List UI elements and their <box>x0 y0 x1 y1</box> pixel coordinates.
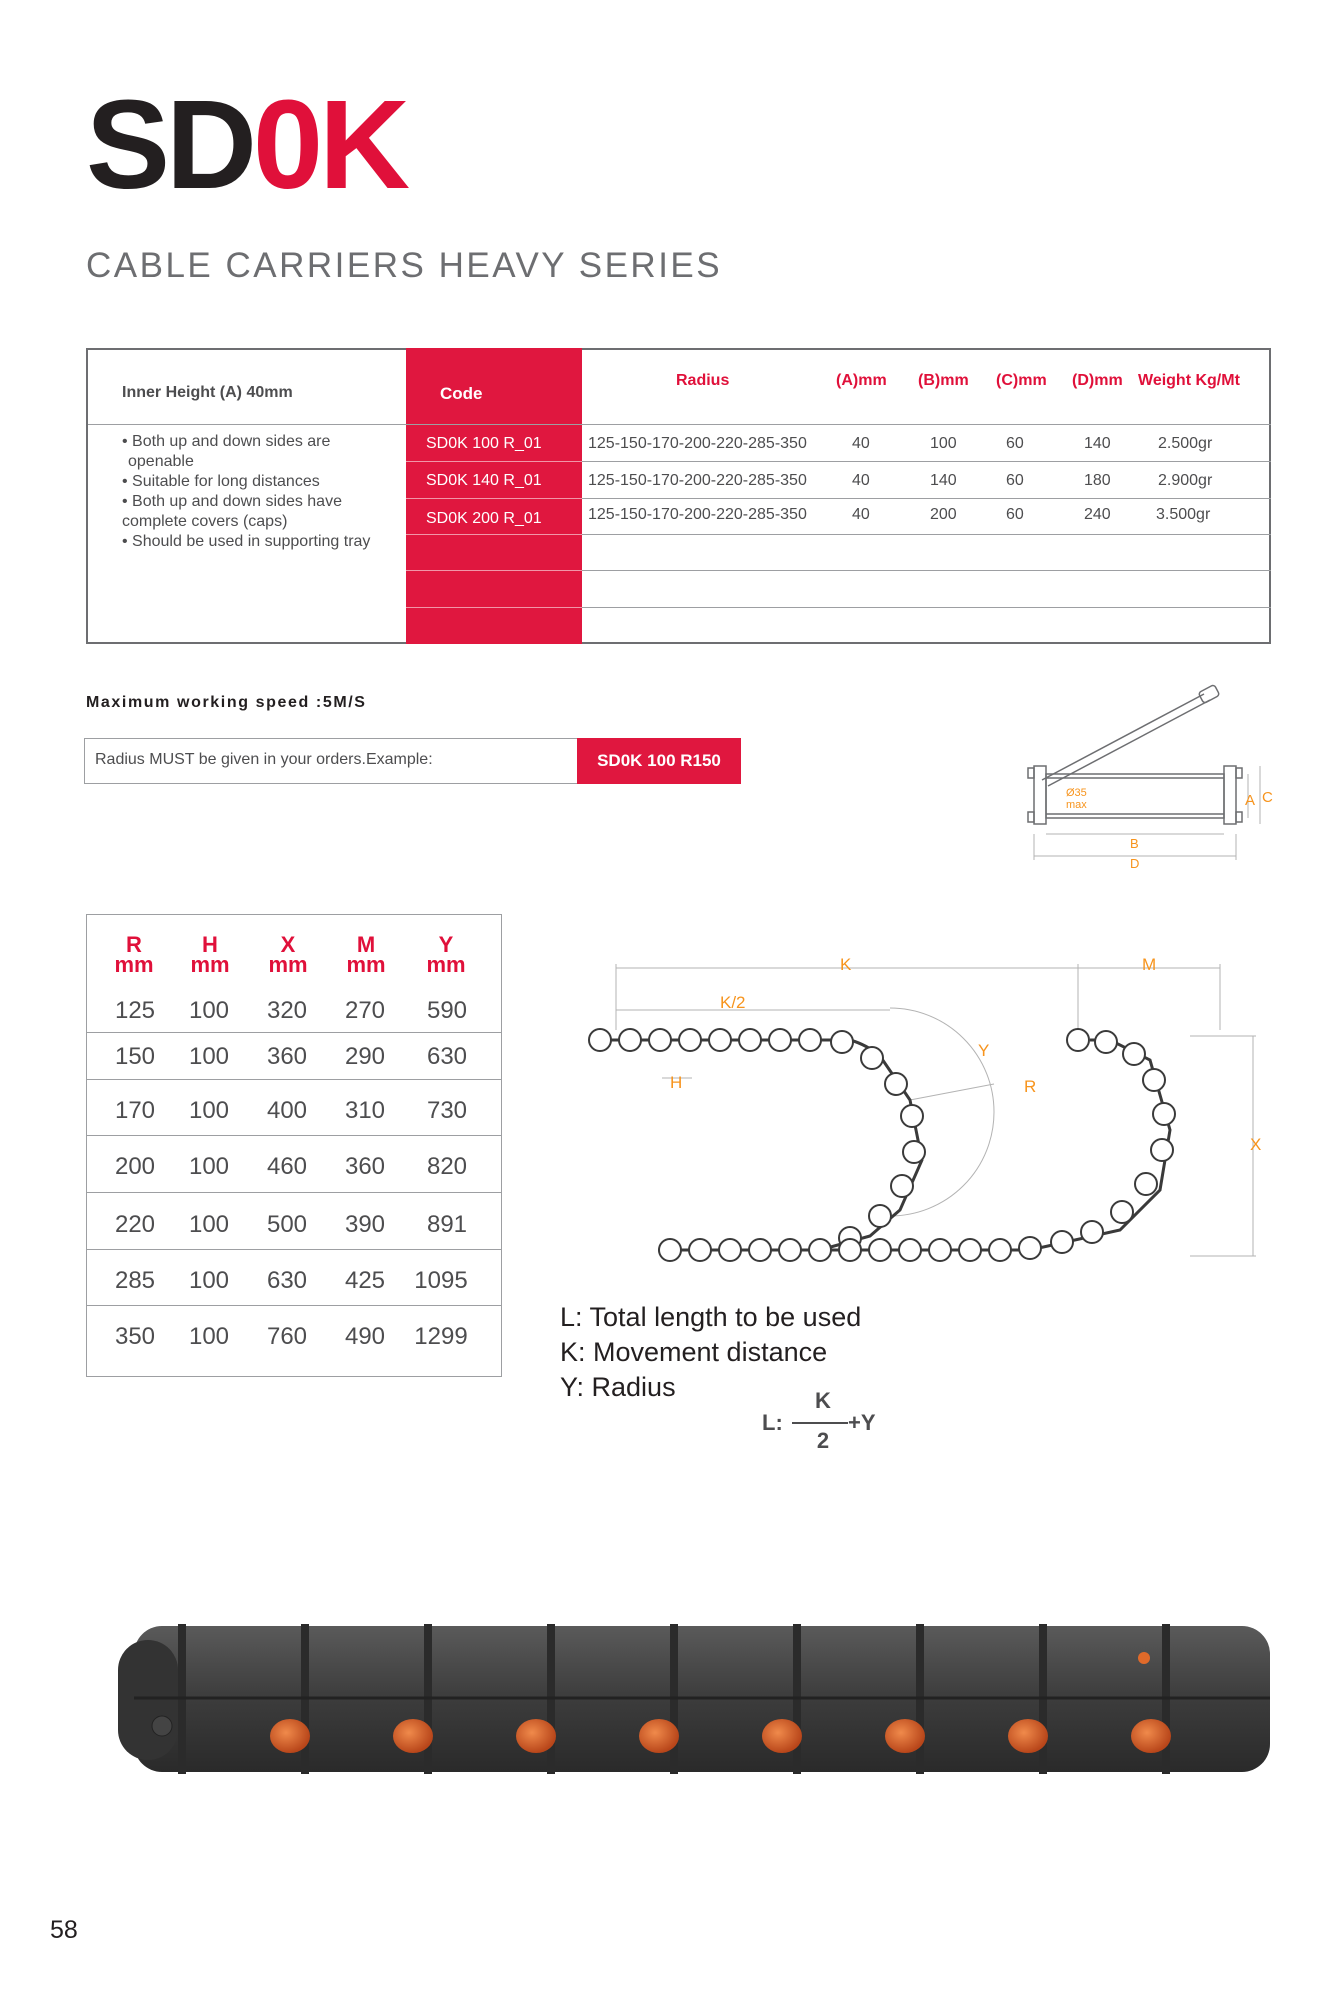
chain-link <box>869 1205 891 1227</box>
d-cell: 140 <box>1084 435 1111 452</box>
row-divider <box>87 1249 501 1250</box>
chain-link <box>689 1239 711 1261</box>
header-unit: mm <box>190 952 230 977</box>
chain-link <box>619 1029 641 1051</box>
header-unit: mm <box>114 952 154 977</box>
chain-link <box>899 1239 921 1261</box>
feature-item: • Both up and down sides are <box>122 433 331 450</box>
weight-cell: 2.500gr <box>1158 435 1213 452</box>
chain-link <box>809 1239 831 1261</box>
table-cell: 490 <box>344 1323 386 1350</box>
header-letter: X <box>280 932 296 957</box>
label-r: R <box>1024 1077 1037 1096</box>
b-header: (B)mm <box>918 372 969 389</box>
chain-link <box>659 1239 681 1261</box>
dim-a-label: A <box>1245 792 1256 809</box>
table-cell: 1299 <box>414 1323 468 1350</box>
title-part1: SD <box>86 74 254 215</box>
table-cell: 730 <box>426 1097 468 1124</box>
chain-link <box>679 1029 701 1051</box>
code-cell: SD0K 140 R_01 <box>426 472 542 489</box>
radius-header: Radius <box>676 372 730 389</box>
a-header: (A)mm <box>836 372 887 389</box>
cross-section-diagram <box>1020 674 1280 874</box>
chain-link <box>885 1073 907 1095</box>
divider <box>582 498 1271 499</box>
table-cell: 285 <box>114 1267 156 1294</box>
table-cell: 200 <box>114 1153 156 1180</box>
code-cell: SD0K 200 R_01 <box>426 510 542 527</box>
max-speed-label: Maximum working speed :5M/S <box>86 694 367 711</box>
code-header: Code <box>440 384 483 403</box>
divider <box>582 461 1271 462</box>
chain-link <box>839 1239 861 1261</box>
chain-link <box>739 1029 761 1051</box>
fraction-bar <box>792 1422 848 1424</box>
dim-b-label: B <box>1130 836 1139 851</box>
chain-link <box>1095 1031 1117 1053</box>
chain-link <box>1111 1201 1133 1223</box>
lid-hinge <box>1198 684 1220 703</box>
order-note-text: Radius MUST be given in your orders.Example: <box>95 751 433 768</box>
table-cell: 270 <box>344 997 386 1024</box>
formula-l: L: <box>762 1410 783 1435</box>
title-part2: 0K <box>253 74 407 215</box>
a-cell: 40 <box>852 506 870 523</box>
table-cell: 350 <box>114 1323 156 1350</box>
label-h: H <box>670 1073 683 1092</box>
feature-list <box>122 432 392 552</box>
header-unit: mm <box>346 952 386 977</box>
radius-cell: 125-150-170-200-220-285-350 <box>588 472 807 489</box>
link-pin <box>639 1719 679 1753</box>
header-letter: M <box>356 932 376 957</box>
legend-k: K: Movement distance <box>560 1337 828 1367</box>
side-tab <box>1236 768 1242 778</box>
link-pin <box>1008 1719 1048 1753</box>
table-cell: 400 <box>266 1097 308 1124</box>
a-cell: 40 <box>852 435 870 452</box>
chain-link <box>1153 1103 1175 1125</box>
link-pin <box>762 1719 802 1753</box>
chain-link <box>1123 1043 1145 1065</box>
label-k2: K/2 <box>720 993 746 1012</box>
table-cell: 630 <box>426 1043 468 1070</box>
header-unit: mm <box>426 952 466 977</box>
table-cell: 220 <box>114 1211 156 1238</box>
table-cell: 760 <box>266 1323 308 1350</box>
side-tab <box>1028 812 1034 822</box>
row-divider <box>87 1032 501 1033</box>
table-cell: 310 <box>344 1097 386 1124</box>
chain-link <box>861 1047 883 1069</box>
radius-cell: 125-150-170-200-220-285-350 <box>588 506 807 523</box>
header-letter: Y <box>438 932 454 957</box>
chain-link <box>929 1239 951 1261</box>
link-pin <box>1131 1719 1171 1753</box>
inner-height-label: Inner Height (A) 40mm <box>122 384 293 401</box>
side-tab <box>1028 768 1034 778</box>
table-cell: 390 <box>344 1211 386 1238</box>
table-cell: 100 <box>188 1153 230 1180</box>
side-plate-right <box>1224 766 1236 824</box>
spec-table <box>86 348 1271 644</box>
divider <box>406 534 582 535</box>
header-unit: mm <box>268 952 308 977</box>
page-subtitle: CABLE CARRIERS HEAVY SERIES <box>86 246 723 285</box>
lid-line <box>1048 700 1210 786</box>
d-header: (D)mm <box>1072 372 1123 389</box>
formula-plus-y: +Y <box>848 1410 876 1435</box>
chain-link <box>989 1239 1011 1261</box>
divider <box>582 607 1271 608</box>
divider <box>582 534 1271 535</box>
divider <box>406 461 582 462</box>
c-cell: 60 <box>1006 506 1024 523</box>
chain-link <box>891 1175 913 1197</box>
table-cell: 360 <box>266 1043 308 1070</box>
a-cell: 40 <box>852 472 870 489</box>
header-letter: R <box>126 932 142 957</box>
table-cell: 100 <box>188 997 230 1024</box>
chain-link <box>1135 1173 1157 1195</box>
divider <box>582 570 1271 571</box>
table-cell: 100 <box>188 1323 230 1350</box>
divider <box>406 498 582 499</box>
table-cell: 100 <box>188 1043 230 1070</box>
feature-item: • Suitable for long distances <box>122 473 320 490</box>
dimension-table <box>86 914 502 1377</box>
order-note-box <box>84 738 740 784</box>
chain-link <box>649 1029 671 1051</box>
table-cell: 100 <box>188 1267 230 1294</box>
table-cell: 320 <box>266 997 308 1024</box>
table-cell: 125 <box>114 997 156 1024</box>
link-pin <box>516 1719 556 1753</box>
order-example-badge: SD0K 100 R150 <box>577 738 741 784</box>
header-letter: H <box>202 932 218 957</box>
chain-link <box>799 1029 821 1051</box>
divider <box>406 607 582 608</box>
dim-c-label: C <box>1262 789 1273 806</box>
diameter-label: Ø35 <box>1066 787 1087 799</box>
dim-header-h <box>175 932 245 977</box>
table-cell: 891 <box>426 1211 468 1238</box>
side-plate-left <box>1034 766 1046 824</box>
chain-link <box>749 1239 771 1261</box>
d-cell: 180 <box>1084 472 1111 489</box>
b-cell: 140 <box>930 472 957 489</box>
length-formula <box>762 1388 922 1458</box>
code-cell: SD0K 100 R_01 <box>426 435 542 452</box>
label-k: K <box>840 955 852 974</box>
legend-y: Y: Radius <box>560 1372 676 1402</box>
link-pin <box>885 1719 925 1753</box>
table-cell: 100 <box>188 1211 230 1238</box>
label-y: Y <box>978 1041 990 1060</box>
table-cell: 170 <box>114 1097 156 1124</box>
table-cell: 590 <box>426 997 468 1024</box>
table-cell: 820 <box>426 1153 468 1180</box>
divider <box>406 570 582 571</box>
chain-link <box>779 1239 801 1261</box>
weight-cell: 3.500gr <box>1156 506 1211 523</box>
dim-d-label: D <box>1130 856 1140 871</box>
row-divider <box>87 1135 501 1136</box>
formula-denominator: 2 <box>816 1428 830 1453</box>
page-number: 58 <box>50 1916 78 1944</box>
row-divider <box>87 1079 501 1080</box>
chain-link <box>903 1141 925 1163</box>
chain-end <box>118 1640 178 1760</box>
radius-cell: 125-150-170-200-220-285-350 <box>588 435 807 452</box>
max-label: max <box>1066 799 1087 811</box>
chain-link <box>831 1031 853 1053</box>
label-m: M <box>1142 955 1157 974</box>
c-header: (C)mm <box>996 372 1047 389</box>
feature-item: complete covers (caps) <box>122 513 288 530</box>
label-x: X <box>1250 1135 1262 1154</box>
chain-link <box>1151 1139 1173 1161</box>
table-cell: 1095 <box>414 1267 468 1294</box>
table-cell: 460 <box>266 1153 308 1180</box>
end-bolt <box>152 1716 172 1736</box>
weight-cell: 2.900gr <box>1158 472 1213 489</box>
c-cell: 60 <box>1006 435 1024 452</box>
feature-item: • Both up and down sides have <box>122 493 342 510</box>
table-cell: 500 <box>266 1211 308 1238</box>
chain-link <box>589 1029 611 1051</box>
dim-header-r <box>99 932 169 977</box>
code-column-bg <box>406 348 582 644</box>
dim-header-x <box>253 932 323 977</box>
chain-link <box>1067 1029 1089 1051</box>
chain-link <box>959 1239 981 1261</box>
chain-link <box>769 1029 791 1051</box>
d-cell: 240 <box>1084 506 1111 523</box>
row-divider <box>87 1305 501 1306</box>
feature-item: • Should be used in supporting tray <box>122 533 371 550</box>
legend-l: L: Total length to be used <box>560 1302 862 1332</box>
end-marker <box>1138 1652 1150 1664</box>
link-pin <box>393 1719 433 1753</box>
chain-link <box>901 1105 923 1127</box>
chain-link <box>869 1239 891 1261</box>
feature-item: openable <box>128 453 194 470</box>
link-pin <box>270 1719 310 1753</box>
radius-leader <box>910 1084 994 1100</box>
lid-line <box>1042 694 1204 780</box>
page-title <box>86 74 407 215</box>
chain-link <box>1081 1221 1103 1243</box>
product-photo <box>118 1614 1274 1794</box>
chain-link <box>1051 1231 1073 1253</box>
weight-header: Weight Kg/Mt <box>1138 372 1240 389</box>
table-cell: 150 <box>114 1043 156 1070</box>
chain-link <box>719 1239 741 1261</box>
dim-header-y <box>411 932 481 977</box>
side-tab <box>1236 812 1242 822</box>
row-divider <box>87 1192 501 1193</box>
dim-header-m <box>331 932 401 977</box>
formula-numerator: K <box>815 1388 831 1413</box>
b-cell: 100 <box>930 435 957 452</box>
divider <box>88 424 1271 425</box>
chain-link <box>1019 1237 1041 1259</box>
b-cell: 200 <box>930 506 957 523</box>
table-cell: 290 <box>344 1043 386 1070</box>
c-cell: 60 <box>1006 472 1024 489</box>
table-cell: 425 <box>344 1267 386 1294</box>
chain-link <box>1143 1069 1165 1091</box>
chain-link <box>709 1029 731 1051</box>
table-cell: 360 <box>344 1153 386 1180</box>
table-cell: 100 <box>188 1097 230 1124</box>
table-cell: 630 <box>266 1267 308 1294</box>
chain-diagram <box>580 950 1280 1270</box>
